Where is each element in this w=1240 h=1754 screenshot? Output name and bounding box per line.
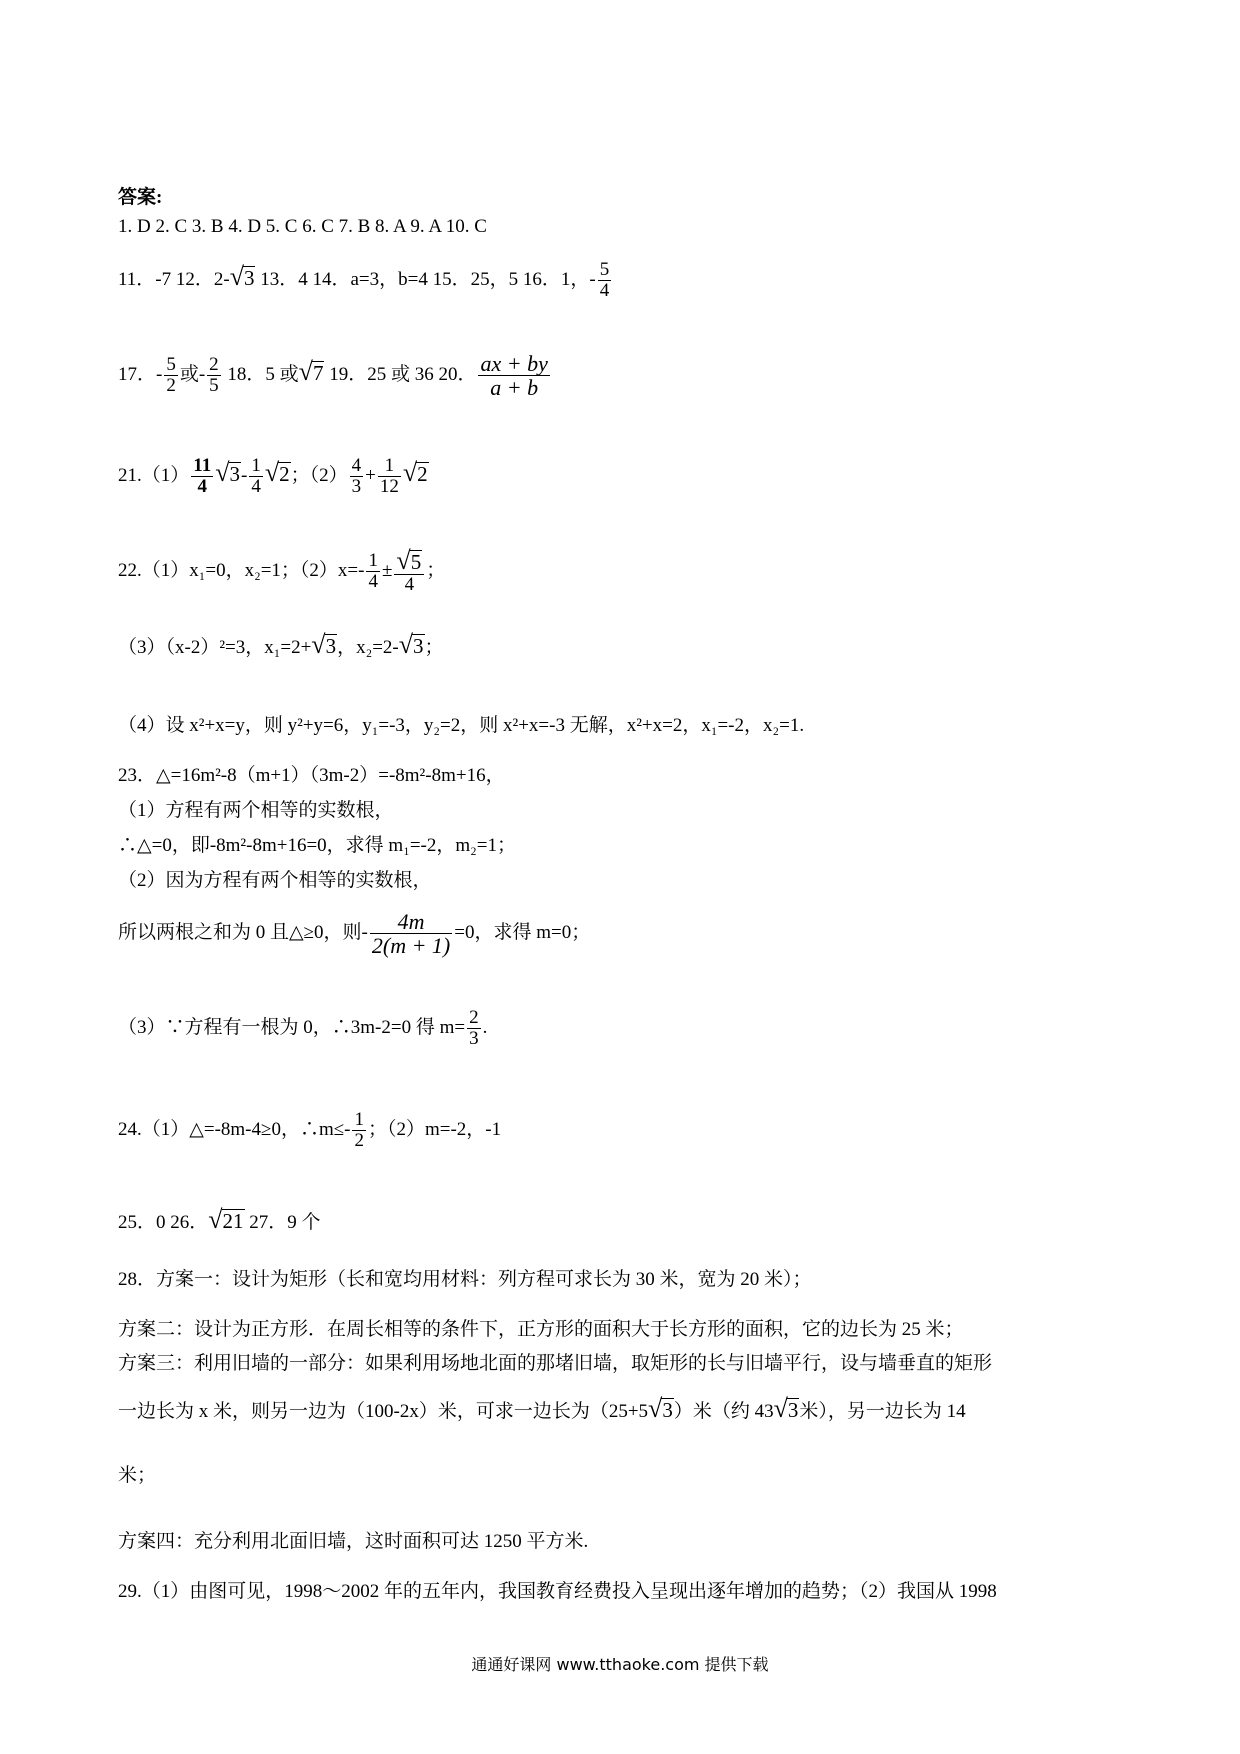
answers-heading: 答案: <box>118 187 163 208</box>
answer-line-29: 29.（1）由图可见，1998～2002 年的五年内，我国教育经费投入呈现出逐年增加的趋势；（2）我国从 1998 <box>118 1581 997 1602</box>
answer-line-28d: 一边长为 x 米，则另一边为（100-2x）米，可求一边长为（25+5√3）米（约 43√3米），另一边长为 14 <box>118 1394 966 1423</box>
page-footer: 通通好课网 www.tthaoke.com 提供下载 <box>471 1655 769 1674</box>
answer-line-28a: 28．方案一：设计为矩形（长和宽均用材料：列方程可求长为 30 米，宽为 20 米）； <box>118 1269 812 1290</box>
answer-line-28f: 方案四：充分利用北面旧墙，这时面积可达 1250 平方米. <box>118 1531 589 1552</box>
answer-line-25-27: 25．0 26．√21 27．9 个 <box>118 1205 321 1234</box>
answer-line-28b: 方案二：设计为正方形．在周长相等的条件下，正方形的面积大于长方形的面积，它的边长为 25 米； <box>118 1319 964 1340</box>
answer-line-28c: 方案三：利用旧墙的一部分：如果利用场地北面的那堵旧墙，取矩形的长与旧墙平行，设与墙垂直的矩形 <box>118 1353 993 1374</box>
answer-line-23a: 23．△=16m²-8（m+1）（3m-2）=-8m²-8m+16， <box>118 765 505 786</box>
answer-line-28e: 米； <box>118 1465 157 1486</box>
answer-line-1-10: 1. D 2. C 3. B 4. D 5. C 6. C 7. B 8. A 9. A 10. C <box>118 216 487 237</box>
answer-line-22-4: （4）设 x²+x=y，则 y²+y=6，y₁=-3，y₂=2，则 x²+x=-3 无解，x²+x=2，x₁=-2，x₂=1. <box>118 715 805 736</box>
answer-line-23-3: （3）∵方程有一根为 0，∴3m-2=0 得 m= $\frac{2}{3}$ . <box>118 1007 488 1049</box>
answer-line-17-20: 17．- $\frac{5}{2}$ 或- $\frac{2}{5}$ 18．5 或√7 19．25 或 36 20． $\frac{ax + by}{a + b}$ <box>118 351 548 401</box>
answer-line-23d: （2）因为方程有两个相等的实数根， <box>118 870 432 891</box>
answer-line-21: 21.（1） $\frac{11}{4}$ √3- $\frac{1}{4}$ √2；（2） $\frac{4}{3}$ + $\frac{1}{12}$ √2 <box>118 455 428 497</box>
answer-line-22-3: （3）（x-2）²=3，x₁=2+√3，x₂=2-√3； <box>118 630 444 659</box>
answer-line-23c: ∴△=0，即-8m²-8m+16=0，求得 m₁=-2，m₂=1； <box>118 835 516 856</box>
fraction-weighted-mean: $\frac{ax + by}{a + b}$ <box>480 351 548 401</box>
answer-line-11-16: 11．-7 12．2-√3 13．4 14．a=3，b=4 15．25，5 16．1，- $\frac{5}{4}$ <box>118 259 610 301</box>
answer-line-22: 22.（1）x₁=0，x₂=1；（2）x=- $\frac{1}{4}$ ± $\frac{√5}{4}$ ； <box>118 546 446 596</box>
answer-line-23-sum: 所以两根之和为 0 且△≥0，则- $\frac{4m}{2(m + 1)}$ =0，求得 m=0； <box>118 909 591 959</box>
answer-line-24: 24.（1）△=-8m-4≥0，∴m≤- $\frac{1}{2}$ ；（2）m=-2，-1 <box>118 1109 502 1151</box>
fraction-5-4: $\frac{5}{4}$ <box>599 259 610 301</box>
answer-line-23b: （1）方程有两个相等的实数根， <box>118 800 394 821</box>
sqrt-3: √3 <box>229 261 255 291</box>
